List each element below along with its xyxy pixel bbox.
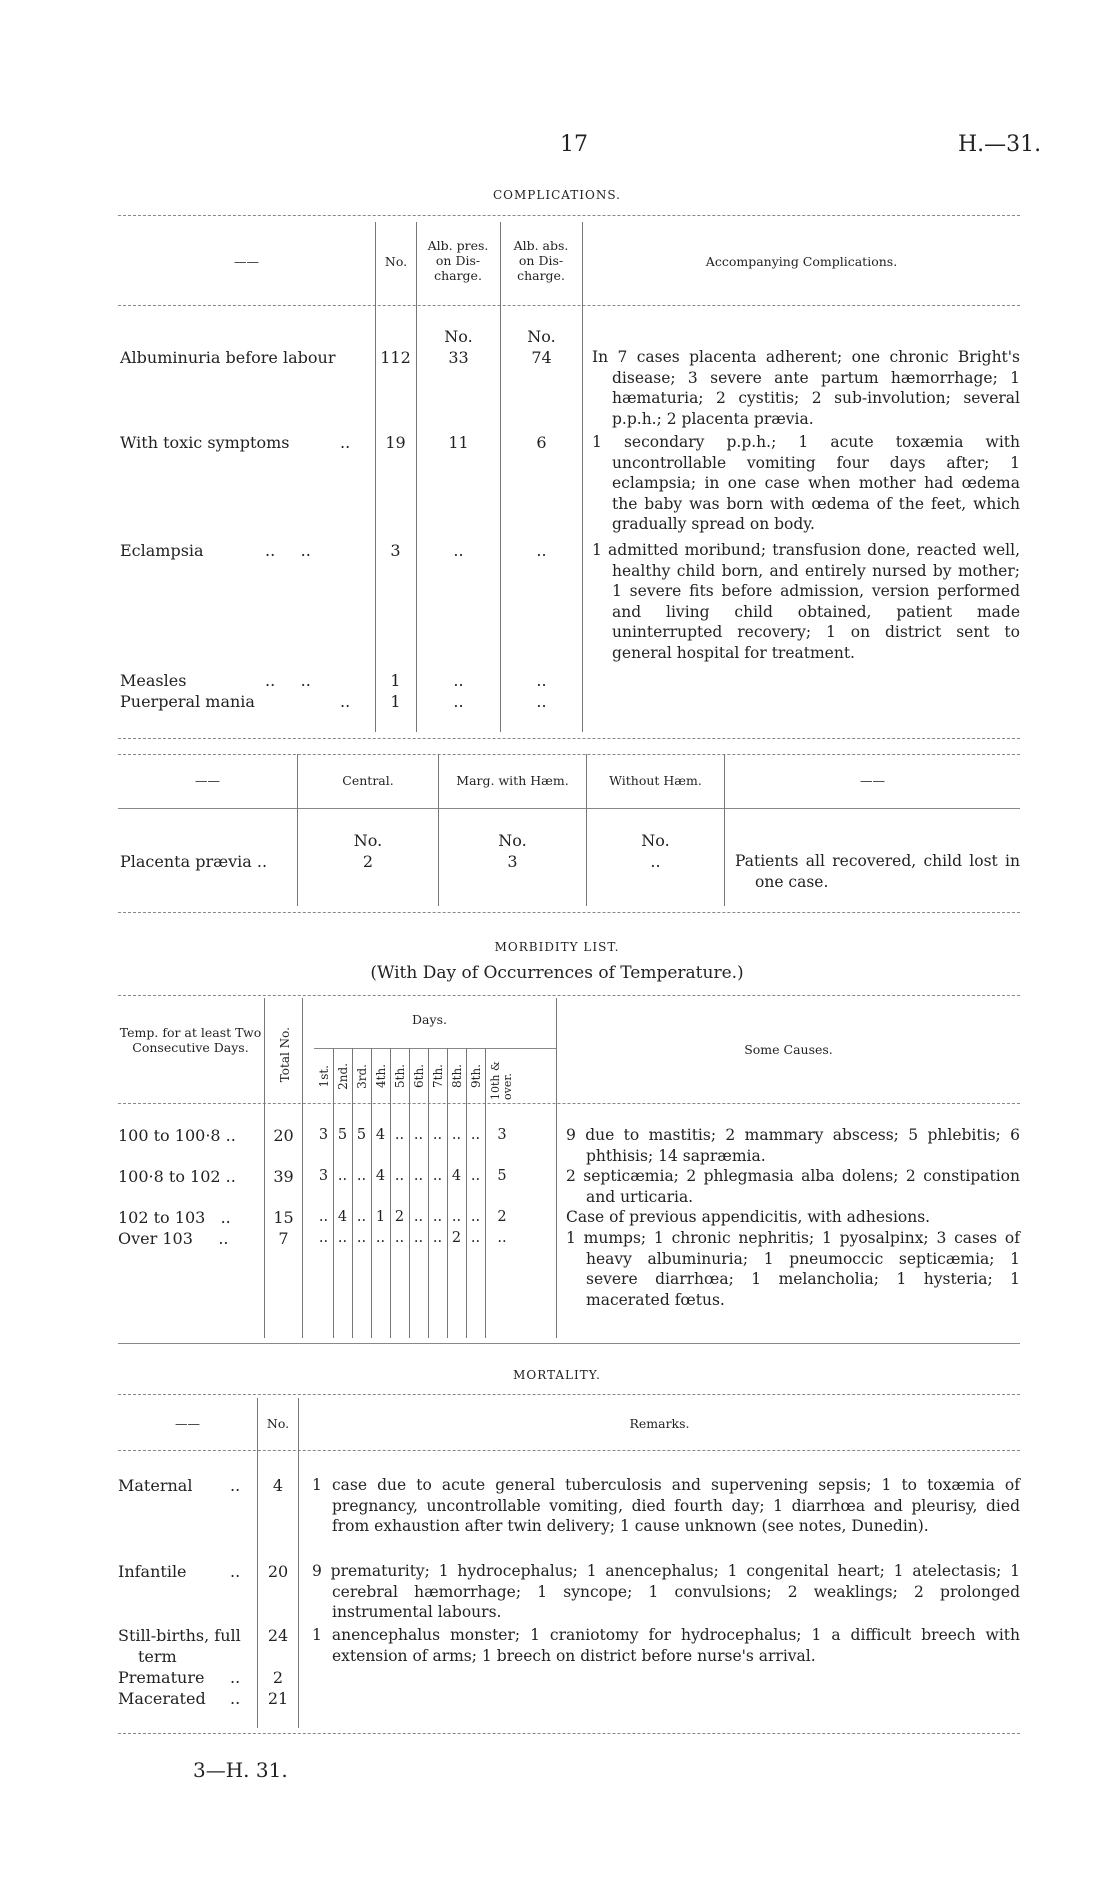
col-no: No.: [266, 1416, 290, 1431]
row-label-stillbirths: Still-births, full term: [118, 1626, 241, 1666]
morbidity-row-causes: 1 mumps; 1 chronic nephritis; 1 pyosalpinx; 3 cases of heavy albuminuria; 1 pneumoccic septicæmia; 1 severe diarrhœa; 1 melancholia; 1 hysteria; 1 macerated fœtus.: [566, 1229, 1020, 1309]
morbidity-day-value: 3: [318, 1127, 329, 1143]
morbidity-day-value: 5: [337, 1127, 348, 1143]
row-pres: ..: [453, 541, 464, 560]
row-pres: ..: [453, 671, 464, 690]
morbidity-subtitle: (With Day of Occurrences of Temperature.): [370, 963, 744, 983]
morbidity-day-value: ..: [318, 1209, 329, 1225]
morbidity-row-label: 102 to 103 ..: [118, 1208, 231, 1227]
col-central: Central.: [342, 773, 394, 788]
morbidity-day-value: 1: [375, 1209, 386, 1225]
day-header-1: 1st.: [316, 1064, 331, 1088]
row-dots: ..: [340, 692, 351, 711]
morbidity-row-total: 7: [278, 1229, 289, 1248]
morbidity-day-value: ..: [318, 1230, 329, 1246]
row-remarks: 1 case due to acute general tuberculosis and supervening sepsis; 1 to toxæmia of pregnancy, uncontrollable vomiting, died fourth day; 1 diarrhœa and pleurisy, died from exhaustion after twin delivery; 1 cause unknown (see notes, Dunedin).: [312, 1476, 1020, 1535]
morbidity-day-value: 5: [497, 1168, 507, 1184]
row-remarks: 1 secondary p.p.h.; 1 acute toxæmia with uncontrollable vomiting four days after; 1 eclampsia; in one case when mother had œdema the baby was born with œdema of the feet, which gradually spread on body.: [592, 433, 1020, 533]
morbidity-row-causes: 9 due to mastitis; 2 mammary abscess; 5 phlebitis; 6 phthisis; 14 sapræmia.: [566, 1126, 1020, 1165]
col-dash: ——: [195, 773, 220, 788]
footer-signature: 3—H. 31.: [193, 1758, 288, 1782]
row-abs: ..: [536, 541, 547, 560]
morbidity-day-value: 2: [497, 1209, 507, 1225]
row-no: 1: [390, 671, 401, 690]
row-pres: 11: [448, 433, 469, 452]
row-no: 24: [267, 1626, 289, 1645]
morbidity-day-value: ..: [337, 1168, 348, 1184]
morbidity-day-value: ..: [451, 1209, 462, 1225]
morbidity-day-value: 2: [394, 1209, 405, 1225]
morbidity-title: MORBIDITY LIST.: [494, 940, 620, 954]
morbidity-day-value: 5: [356, 1127, 367, 1143]
col-dash: ——: [175, 1416, 200, 1431]
row-no: 20: [267, 1562, 289, 1581]
row-dots: ..: [340, 433, 351, 452]
row-pres: ..: [453, 692, 464, 711]
day-header-5: 5th.: [392, 1064, 407, 1088]
morbidity-day-value: ..: [394, 1230, 405, 1246]
row-dots: ..: [230, 1668, 241, 1687]
row-label-albuminuria: Albuminuria before labour: [120, 348, 336, 367]
morbidity-day-value: ..: [451, 1127, 462, 1143]
morbidity-day-value: ..: [432, 1168, 443, 1184]
no-label-abs: No.: [527, 327, 556, 346]
row-dots: .. ..: [265, 541, 311, 560]
morbidity-day-value: ..: [394, 1127, 405, 1143]
row-no: 21: [267, 1689, 289, 1708]
mortality-title: MORTALITY.: [513, 1368, 601, 1382]
morbidity-day-value: ..: [432, 1127, 443, 1143]
morbidity-day-value: ..: [356, 1168, 367, 1184]
day-header-3: 3rd.: [354, 1063, 369, 1089]
no-label: No.: [641, 831, 670, 850]
morbidity-day-value: ..: [413, 1230, 424, 1246]
no-label-pres: No.: [444, 327, 473, 346]
morbidity-day-value: ..: [413, 1127, 424, 1143]
col-marg: Marg. with Hæm.: [456, 773, 569, 788]
col-temp: Temp. for at least Two Consecutive Days.: [119, 1025, 262, 1055]
morbidity-row-label: Over 103 ..: [118, 1229, 229, 1248]
row-no: 1: [390, 692, 401, 711]
row-no: 2: [272, 1668, 284, 1687]
row-abs: 74: [531, 348, 552, 367]
report-code: H.—31.: [958, 132, 1042, 157]
morbidity-day-value: ..: [413, 1168, 424, 1184]
day-header-7: 7th.: [430, 1064, 445, 1088]
row-abs: ..: [536, 692, 547, 711]
row-no: 4: [272, 1476, 284, 1495]
morbidity-day-value: ..: [497, 1230, 507, 1246]
morbidity-day-value: ..: [432, 1209, 443, 1225]
morbidity-row-causes: 2 septicæmia; 2 phlegmasia alba dolens; 2 constipation and urticaria.: [566, 1167, 1020, 1206]
morbidity-day-value: 4: [375, 1127, 386, 1143]
morbidity-row-label: 100 to 100·8 ..: [118, 1126, 236, 1145]
morbidity-day-value: ..: [470, 1230, 481, 1246]
day-header-9: 9th.: [468, 1064, 483, 1088]
morbidity-day-value: ..: [470, 1127, 481, 1143]
morbidity-day-value: 3: [318, 1168, 329, 1184]
day-header-2: 2nd.: [335, 1062, 350, 1090]
row-label-puerperal: Puerperal mania: [120, 692, 255, 711]
row-dots: ..: [230, 1689, 241, 1708]
col-dash: ——: [234, 254, 259, 269]
row-label-macerated: Macerated: [118, 1689, 206, 1708]
row-abs: ..: [536, 671, 547, 690]
row-label-maternal: Maternal: [118, 1476, 193, 1495]
morbidity-day-value: ..: [470, 1209, 481, 1225]
morbidity-day-value: 2: [451, 1230, 462, 1246]
page-number: 17: [560, 132, 588, 157]
row-remarks: 1 anencephalus monster; 1 craniotomy for hydrocephalus; 1 a difficult breech with extension of arms; 1 breech on district before nurse's arrival.: [312, 1626, 1020, 1665]
morbidity-day-value: ..: [432, 1230, 443, 1246]
row-dots: ..: [230, 1476, 241, 1495]
row-remarks: 1 admitted moribund; transfusion done, reacted well, healthy child born, and entirely nursed by mother; 1 severe fits before admission, version performed and living child obtained, patient made uninterrupted recovery; 1 on district sent to general hospital for treatment.: [592, 541, 1020, 662]
row-label-toxic: With toxic symptoms: [120, 433, 290, 452]
row-dots: ..: [230, 1562, 241, 1581]
col-alb-pres: Alb. pres. on Dis- charge.: [427, 238, 489, 283]
col-total: Total No.: [278, 1027, 292, 1083]
day-header-6: 6th.: [411, 1064, 426, 1088]
marg-value: 3: [507, 852, 518, 871]
row-pres: 33: [448, 348, 469, 367]
row-label-infantile: Infantile: [118, 1562, 187, 1581]
col-days: Days.: [412, 1012, 447, 1027]
morbidity-day-value: ..: [375, 1230, 386, 1246]
col-without: Without Hæm.: [609, 773, 702, 788]
row-label-premature: Premature: [118, 1668, 205, 1687]
row-remarks: In 7 cases placenta adherent; one chronic Bright's disease; 3 severe ante partum hæmorrhage; 1 hæmaturia; 2 cystitis; 2 sub-involution; several p.p.h.; 2 placenta prævia.: [592, 348, 1020, 428]
day-header-4: 4th.: [373, 1064, 388, 1088]
row-label-eclampsia: Eclampsia: [120, 541, 204, 560]
morbidity-row-label: 100·8 to 102 ..: [118, 1167, 236, 1186]
morbidity-day-value: 4: [451, 1168, 462, 1184]
morbidity-day-value: ..: [356, 1209, 367, 1225]
row-no: 112: [380, 348, 411, 367]
day-header-10: 10th & over.: [489, 1061, 514, 1100]
morbidity-day-value: 4: [337, 1209, 348, 1225]
morbidity-row-total: 20: [273, 1126, 294, 1145]
row-no: 3: [390, 541, 401, 560]
row-no: 19: [385, 433, 406, 452]
col-causes: Some Causes.: [744, 1042, 833, 1057]
morbidity-row-total: 39: [273, 1167, 294, 1186]
morbidity-row-causes: Case of previous appendicitis, with adhesions.: [566, 1208, 931, 1226]
complications-title: COMPLICATIONS.: [493, 188, 621, 202]
without-value: ..: [650, 852, 661, 871]
row-abs: 6: [536, 433, 547, 452]
no-label: No.: [353, 831, 383, 850]
row-label-placenta: Placenta prævia ..: [120, 852, 268, 871]
col-no: No.: [384, 254, 408, 269]
row-remarks: 9 prematurity; 1 hydrocephalus; 1 anencephalus; 1 congenital heart; 1 atelectasis; 1 cerebral hæmorrhage; 1 syncope; 1 convulsions; 2 weaklings; 2 prolonged instrumental labours.: [312, 1562, 1020, 1621]
morbidity-day-value: ..: [394, 1168, 405, 1184]
row-dots: .. ..: [265, 671, 311, 690]
placenta-remarks: Patients all recovered, child lost in one case.: [735, 852, 1020, 891]
row-label-measles: Measles: [120, 671, 187, 690]
col-dash: ——: [860, 773, 885, 788]
morbidity-day-value: ..: [337, 1230, 348, 1246]
morbidity-day-value: ..: [470, 1168, 481, 1184]
morbidity-day-value: 4: [375, 1168, 386, 1184]
central-value: 2: [362, 852, 374, 871]
col-accompanying: Accompanying Complications.: [705, 254, 898, 269]
col-alb-abs: Alb. abs. on Dis- charge.: [513, 238, 569, 283]
day-header-8: 8th.: [449, 1064, 464, 1088]
morbidity-day-value: 3: [497, 1127, 507, 1143]
morbidity-row-total: 15: [273, 1208, 294, 1227]
col-remarks: Remarks.: [629, 1416, 690, 1431]
morbidity-day-value: ..: [356, 1230, 367, 1246]
no-label: No.: [498, 831, 527, 850]
morbidity-day-value: ..: [413, 1209, 424, 1225]
